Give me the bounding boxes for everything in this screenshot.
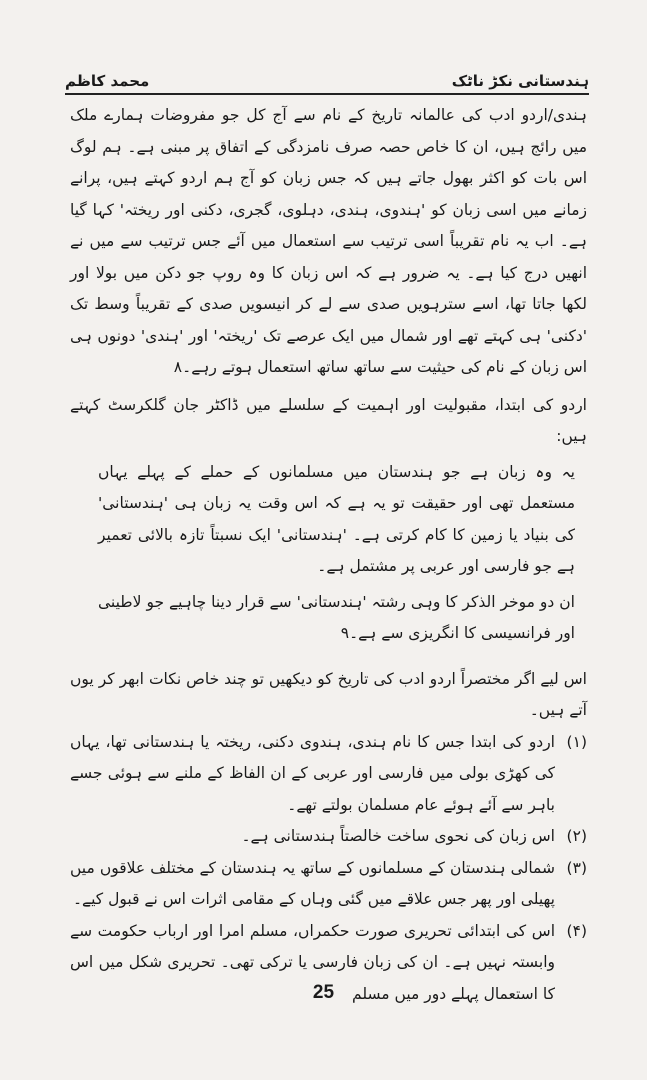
block-quote: یہ وہ زبان ہے جو ہندستان میں مسلمانوں کے حملے کے پہلے یہاں مستعمل تھی اور حقیقت تو یہ ہے کہ اس وقت یہ زبان ہی 'ہندستانی' کی بنیاد یا زمین کا کام کرتی ہے۔ 'ہندستانی' ایک نسبتاً تازہ بالائی تعمیر ہے جو فارسی اور عربی پر مشتمل ہے۔ xyxy=(98,462,575,575)
author-name: محمد کاظم xyxy=(65,72,150,90)
body-paragraph: اردو کی ابتدا، مقبولیت اور اہمیت کے سلسلے میں ڈاکٹر جان گلکرسٹ کہتے ہیں: xyxy=(70,395,587,445)
page-body xyxy=(70,100,587,1010)
list-item-number: (۱) xyxy=(566,732,587,751)
list-item-text: اردو کی ابتدا جس کا نام ہندی، ہندوی دکنی، ریختہ یا ہندستانی تھا، یہاں کی کھڑی بولی میں فارسی اور عربی کے ان الفاظ کے ملنے سے ہوئی جسے باہر سے آئے ہوئے عام مسلمان بولتے تھے۔ xyxy=(70,732,555,814)
points-list xyxy=(70,664,587,1011)
list-item-text: شمالی ہندستان کے مسلمانوں کے ساتھ یہ ہندستان کے مختلف علاقوں میں پھیلی اور پھر جس علاقے میں گئی وہاں کے مقامی اثرات اس نے قبول کیے۔ xyxy=(70,858,555,908)
list-item xyxy=(70,853,587,916)
list-item-number: (۳) xyxy=(566,858,587,877)
list-item-number: (۲) xyxy=(566,827,587,845)
list-item-number: (۴) xyxy=(566,921,587,940)
list-item xyxy=(70,821,587,853)
list-item-text: اس کی ابتدائی تحریری صورت حکمراں، مسلم امرا اور ارباب حکومت سے وابستہ نہیں ہے۔ ان کی زبان فارسی یا ترکی تھی۔ تحریری شکل میں اس کا استعمال پہلے دور میں مسلم xyxy=(70,921,555,1003)
book-title: ہندستانی نکڑ ناٹک xyxy=(451,72,589,90)
intro-line: اس لیے اگر مختصراً اردو ادب کی تاریخ کو دیکھیں تو چند خاص نکات ابھر کر یوں آتے ہیں۔ xyxy=(70,669,587,719)
body-paragraph: ہندی/اردو ادب کی عالمانہ تاریخ کے نام سے آج کل جو مفروضات ہمارے ملک میں رائج ہیں، ان کا خاص حصہ صرف نامزدگی کے اتفاق پر مبنی ہے۔ ہم لوگ اس بات کو اکثر بھول جاتے ہیں کہ جس زبان کو آج ہم اردو کہتے ہیں، پرانے زمانے میں اسی زبان کو 'ہندوی، ہندی، دہلوی، گجری، دکنی اور ریختہ' کہا گیا ہے۔ اب یہ نام تقریباً اسی ترتیب سے استعمال میں آئے جس ترتیب سے میں نے انھیں درج کیا ہے۔ یہ ضرور ہے کہ اس زبان کا وہ روپ جو دکن میں بولا اور لکھا جاتا تھا، اسے سترہویں صدی سے لے کر انیسویں صدی کے تقریباً وسط تک 'دکنی' ہی کہتے تھے اور شمال میں ایک عرصے تک 'ریختہ' اور 'ہندی' دونوں ہی اس زبان کے نام کی حیثیت سے ساتھ ساتھ استعمال ہوتے رہے۔۸ xyxy=(70,106,587,376)
block-quote: ان دو موخر الذکر کا وہی رشتہ 'ہندستانی' سے قرار دینا چاہیے جو لاطینی اور فرانسیسی کا انگریزی سے ہے۔۹ xyxy=(98,592,575,642)
page-number: 25 xyxy=(312,982,335,1003)
list-item-text: اس زبان کی نحوی ساخت خالصتاً ہندستانی ہے۔ xyxy=(241,827,555,845)
running-header xyxy=(65,60,589,95)
list-item xyxy=(70,727,587,822)
